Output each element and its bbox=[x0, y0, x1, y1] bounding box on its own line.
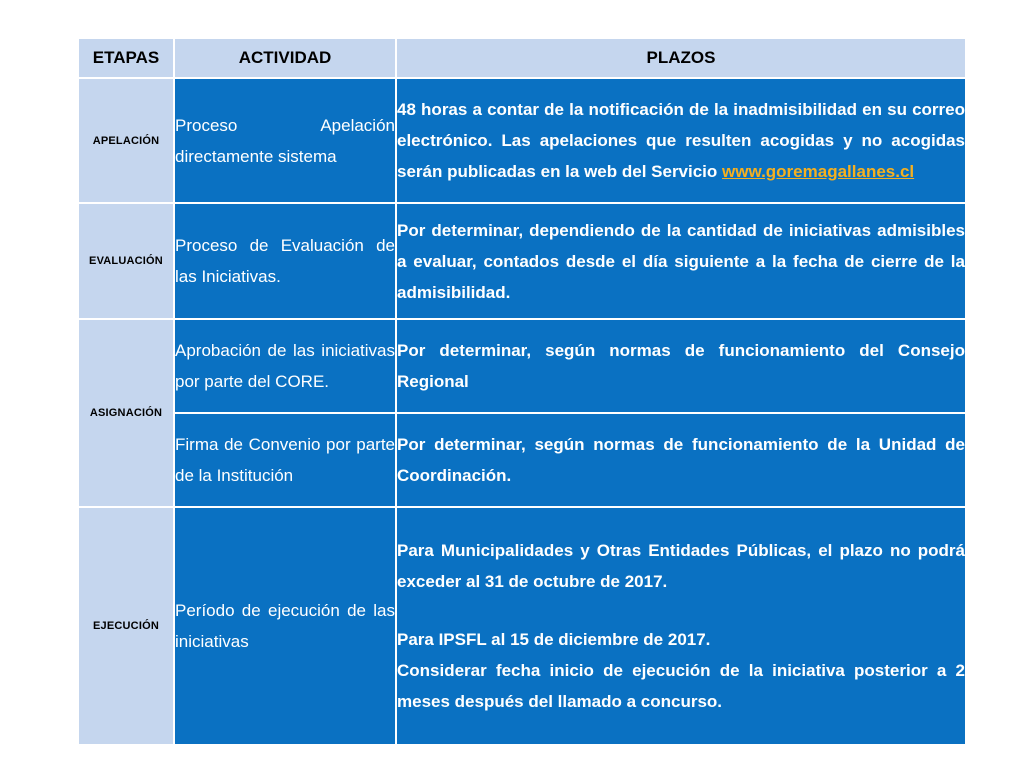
stage-label: EVALUACIÓN bbox=[78, 203, 174, 319]
deadline-paragraph-3: Considerar fecha inicio de ejecución de la iniciativa posterior a 2 meses después del llamado a concurso. bbox=[397, 661, 965, 711]
deadline-cell: Por determinar, según normas de funcionamiento del Consejo Regional bbox=[396, 319, 966, 413]
table-row-asignacion-2 bbox=[78, 413, 966, 507]
stage-label: ASIGNACIÓN bbox=[78, 319, 174, 507]
deadline-cell: Por determinar, según normas de funcionamiento de la Unidad de Coordinación. bbox=[396, 413, 966, 507]
deadline-text: 48 horas a contar de la notificación de la inadmisibilidad en su correo electrónico. Las apelaciones que resulten acogidas y no acogidas serán publicadas en la web del Servicio www.goremagallanes.cl bbox=[397, 100, 965, 181]
deadline-cell: Por determinar, dependiendo de la cantidad de iniciativas admisibles a evaluar, contados desde el día siguiente a la fecha de cierre de la admisibilidad. bbox=[396, 203, 966, 319]
stage-label: APELACIÓN bbox=[78, 78, 174, 203]
table-row-ejecucion bbox=[78, 507, 966, 745]
deadline-paragraph-2: Para IPSFL al 15 de diciembre de 2017. bbox=[397, 630, 711, 649]
activity-cell: Proceso de Evaluación de las Iniciativas. bbox=[174, 203, 396, 319]
stages-table bbox=[77, 37, 967, 746]
activity-cell: Proceso Apelación directamente sistema bbox=[174, 78, 396, 203]
table-row-asignacion-1 bbox=[78, 319, 966, 413]
activity-cell: Período de ejecución de las iniciativas bbox=[174, 507, 396, 745]
deadline-cell bbox=[396, 78, 966, 203]
table-row-apelacion bbox=[78, 78, 966, 203]
activity-cell: Aprobación de las iniciativas por parte del CORE. bbox=[174, 319, 396, 413]
activity-cell: Firma de Convenio por parte de la Institución bbox=[174, 413, 396, 507]
goremagallanes-link[interactable]: www.goremagallanes.cl bbox=[722, 162, 915, 181]
deadline-cell bbox=[396, 507, 966, 745]
header-plazos: PLAZOS bbox=[396, 38, 966, 78]
stage-label: EJECUCIÓN bbox=[78, 507, 174, 745]
header-actividad: ACTIVIDAD bbox=[174, 38, 396, 78]
table-row-evaluacion bbox=[78, 203, 966, 319]
deadline-paragraph-1: Para Municipalidades y Otras Entidades Públicas, el plazo no podrá exceder al 31 de octubre de 2017. bbox=[397, 541, 965, 591]
header-row bbox=[78, 38, 966, 78]
header-etapas: ETAPAS bbox=[78, 38, 174, 78]
paragraph-gap bbox=[397, 597, 965, 624]
